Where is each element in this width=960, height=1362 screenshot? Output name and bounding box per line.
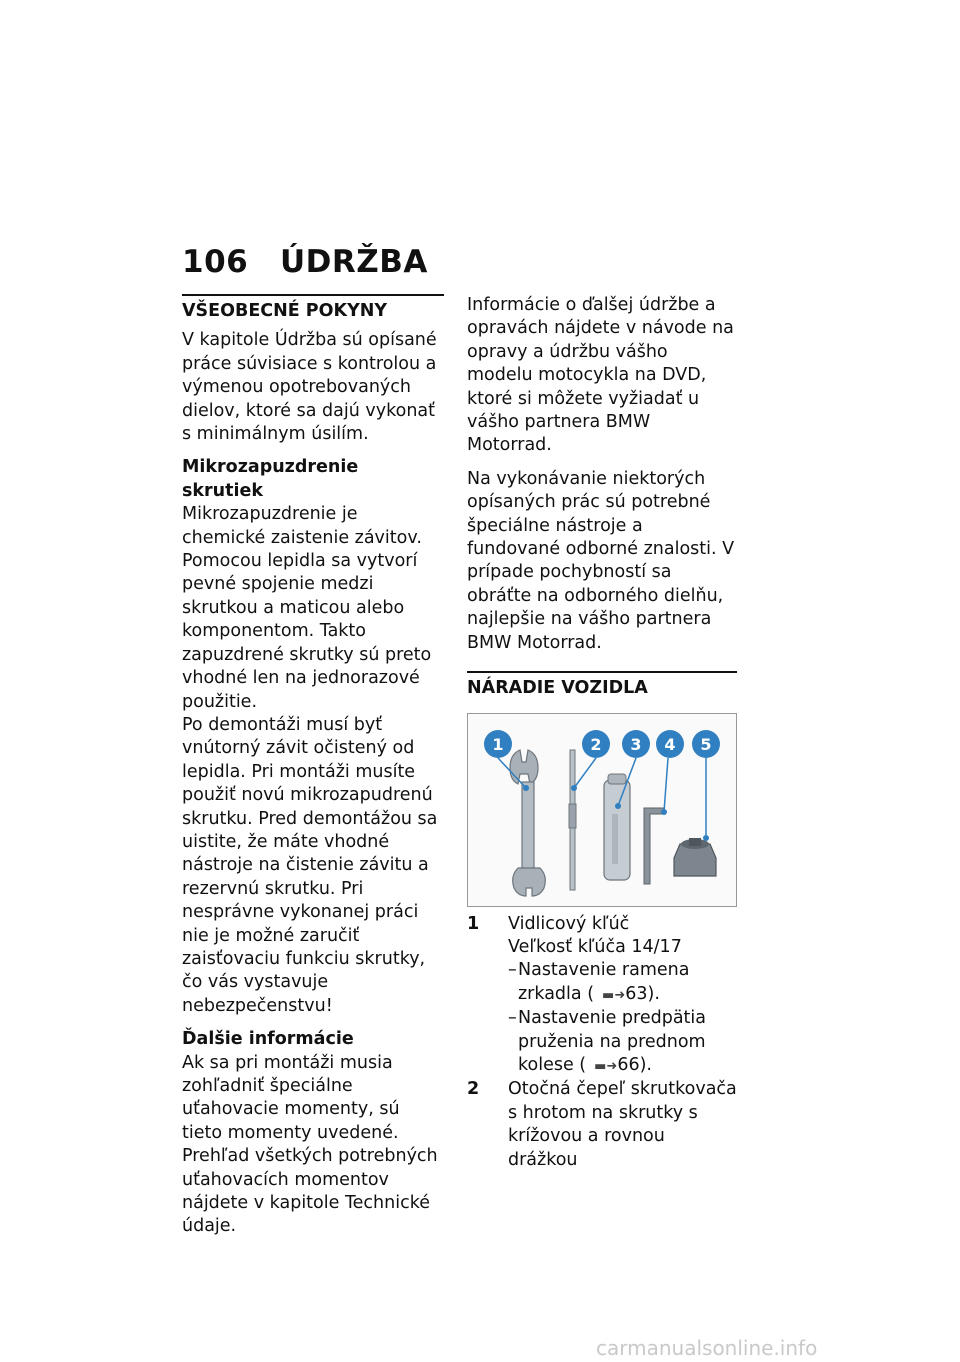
legend-subitem: – Nastavenie predpätia pruženia na prednom kolese ( ▬➜66). (508, 1007, 737, 1078)
more-info-paragraph: Ak sa pri montáži musia zohľadniť špeciálne uťahovacie momenty, sú tieto momenty uvedené. Prehľad všetkých potrebných uťahovacích momentov nájdete v kapitole Technické údaje. (182, 1052, 438, 1237)
screwdriver-handle-image (604, 774, 630, 880)
page-number: 106 (182, 244, 249, 280)
micro-paragraph-2: Po demontáži musí byť vnútorný závit očistený od lepidla. Pri montáži musíte použiť novú mikrozapudrenú skrutku. Pred demontážou sa uistite, že máte vhodné nástroje na čistenie závitu a rezervnú skrutku. Pri nesprávne vykonanej práci nie je možné zaručiť zaisťovaciu funkciu skrutky, čo vás vystavuje nebezpečenstvu! (182, 714, 438, 1016)
section-rule (467, 671, 737, 673)
dash-bullet: – (508, 1008, 517, 1029)
legend-title: Vidlicový kľúč (508, 913, 630, 934)
legend-number: 1 (467, 913, 480, 934)
legend-subitem: – Nastavenie ramena zrkadla ( ▬➜63). (508, 959, 737, 1007)
special-tools-paragraph: Na vykonávanie niektorých opísaných prác sú potrebné špeciálne nástroje a fundované odborné znalosti. V prípade pochybností sa obráťte na odborného dielňu, najlepšie na vášho partnera BMW Motorrad. (467, 468, 735, 653)
subheading-micro: Mikrozapuzdrenie skrutiek (182, 457, 359, 501)
page-header (182, 244, 428, 280)
svg-text:3: 3 (630, 734, 642, 754)
legend-title: Otočná čepeľ skrutkovača s hrotom na skrutky s krížovou a rovnou drážkou (508, 1079, 737, 1170)
legend-number: 2 (467, 1079, 480, 1100)
screwdriver-blade-image (569, 750, 576, 890)
section-title-tools: NÁRADIE VOZIDLA (467, 678, 648, 699)
svg-text:4: 4 (664, 734, 676, 754)
callout-marker-5 (692, 730, 720, 758)
hex-key-image (644, 808, 664, 884)
page-reference-arrow-icon[interactable]: ▬➜ (594, 1058, 618, 1074)
page-reference[interactable]: 66). (617, 1054, 652, 1075)
svg-text:5: 5 (700, 734, 712, 754)
callout-marker-1 (484, 730, 512, 758)
subitem-text: Nastavenie predpätia pruženia na prednom kolese (518, 1008, 706, 1075)
subheading-more-info: Ďalšie informácie (182, 1029, 354, 1050)
section-rule (182, 294, 444, 296)
chapter-title: ÚDRŽBA (280, 244, 428, 280)
right-column (467, 294, 737, 1172)
micro-paragraph-1: Mikrozapuzdrenie je chemické zaistenie závitov. Pomocou lepidla sa vytvorí pevné spojenie medzi skrutkou a maticou alebo komponentom. Takto zapuzdrené skrutky sú preto vhodné len na jednorazové použitie. (182, 504, 432, 712)
intro-paragraph: V kapitole Údržba sú opísané práce súvisiace s kontrolou a výmenou opotrebovaných dielov, ktoré sa dajú vykonať s minimálnym úsilím. (182, 330, 437, 445)
tools-section (467, 671, 737, 1172)
toolkit-figure (467, 713, 737, 907)
socket-adapter-image (674, 838, 716, 876)
watermark-footer: carmanualsonline.info (596, 1336, 818, 1360)
left-column (182, 294, 444, 1249)
section-title-general: VŠEOBECNÉ POKYNY (182, 301, 388, 321)
legend-item-2 (467, 1078, 737, 1172)
toolkit-illustration (468, 714, 736, 906)
callout-marker-2 (582, 730, 610, 758)
svg-text:1: 1 (492, 734, 504, 754)
legend-detail: Veľkosť kľúča 14/17 (508, 936, 682, 957)
page-reference-arrow-icon[interactable]: ▬➜ (602, 987, 626, 1003)
callout-marker-3 (622, 730, 650, 758)
page-reference[interactable]: 63). (625, 983, 660, 1004)
legend-item-1 (467, 913, 737, 1079)
svg-text:2: 2 (590, 734, 602, 754)
callout-marker-4 (656, 730, 684, 758)
open-end-wrench-image (510, 750, 545, 896)
subitem-text: Nastavenie ramena zrkadla (518, 960, 690, 1004)
dash-bullet: – (508, 960, 517, 981)
maintenance-paragraph: Informácie o ďalšej údržbe a opravách nájdete v návode na opravy a údržbu vášho modelu motocykla na DVD, ktoré si môžete vyžiadať u vášho partnera BMW Motorrad. (467, 295, 734, 456)
